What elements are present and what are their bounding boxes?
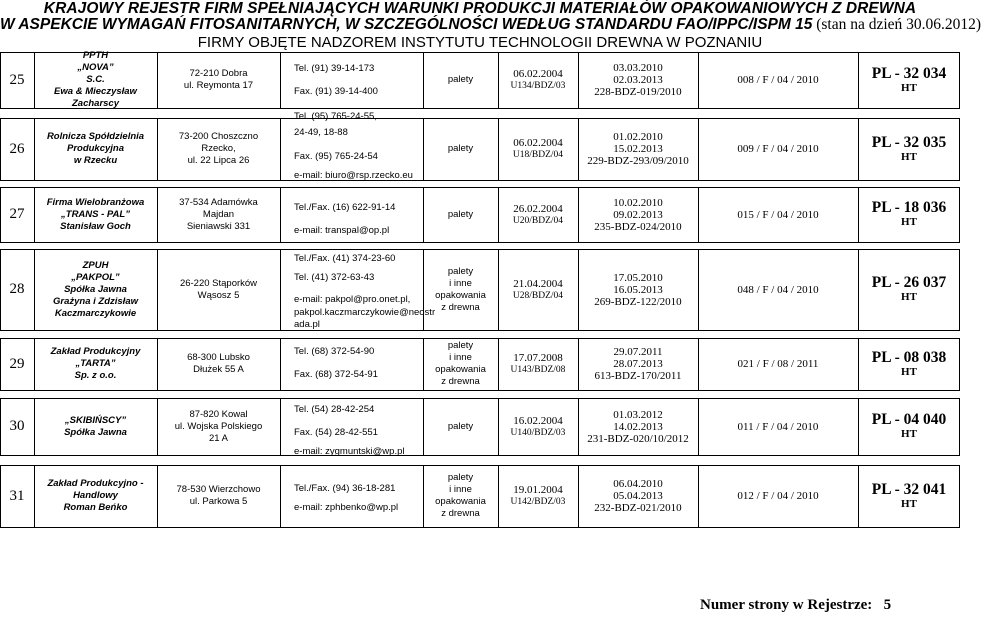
validity-date: 01.02.2010	[613, 131, 663, 143]
address-line: Majdan	[202, 208, 235, 220]
company-name-line: Kaczmarczykowie	[54, 307, 137, 319]
row-border-bottom	[0, 242, 960, 243]
subtitle-date: (stan na dzień 30.06.2012)	[812, 16, 981, 33]
contact-line: Tel. (95) 765-24-55,	[294, 111, 377, 122]
contact-line: pakpol.kaczmarczykowie@neostr	[294, 307, 436, 318]
approval	[498, 52, 578, 108]
company-name-line: Spółka Jawna	[64, 426, 127, 438]
treatment-code: HT	[901, 365, 917, 378]
product-type	[423, 187, 498, 242]
address-line: ul. Wojska Polskiego	[174, 420, 263, 432]
validity-date: 05.04.2013	[613, 490, 663, 502]
company-name-line: Ewa & Mieczysław	[54, 86, 137, 97]
row-number	[0, 465, 34, 527]
product-line: palety	[447, 74, 474, 85]
contact-line: Tel./Fax. (94) 36-18-281	[294, 483, 396, 494]
registration-number	[698, 338, 858, 390]
product-line: z drewna	[441, 508, 480, 519]
cell-border	[280, 338, 281, 391]
company-name-line: „SKIBIŃSCY”	[64, 414, 127, 426]
ispm-mark	[858, 249, 960, 330]
contact-line: Fax. (54) 28-42-551	[294, 427, 378, 438]
contact-line: ada.pl	[294, 319, 320, 330]
row-border-bottom	[0, 108, 960, 109]
cell-border	[280, 465, 281, 528]
contact-line: Tel./Fax. (16) 622-91-14	[294, 202, 396, 213]
registration-number-value: 009 / F / 04 / 2010	[737, 143, 819, 155]
register-subtitle	[0, 16, 981, 34]
cell-border	[280, 187, 281, 243]
company-name-line: „TARTA”	[75, 358, 116, 369]
company-name	[34, 52, 157, 108]
row-border-bottom	[0, 180, 960, 181]
product-line: palety	[447, 472, 474, 483]
row-border-bottom	[0, 527, 960, 528]
company-address	[157, 465, 280, 527]
row-border-bottom	[0, 455, 960, 456]
cell-border	[280, 398, 281, 456]
contact-line: e-mail: zphbenko@wp.pl	[294, 502, 399, 513]
row-number-value: 26	[9, 140, 25, 157]
company-name-line: Spółka Jawna	[64, 283, 127, 295]
approval	[498, 465, 578, 527]
contact-line: Fax. (91) 39-14-400	[294, 86, 378, 97]
product-line: palety	[447, 143, 474, 154]
contact-line: e-mail: zygmuntski@wp.pl	[294, 446, 405, 457]
contact-line: Tel. (91) 39-14-173	[294, 63, 375, 74]
validity-date: 29.07.2011	[613, 346, 663, 358]
row-border-bottom	[0, 330, 960, 331]
address-line: 21 A	[208, 432, 229, 444]
treatment-code: HT	[901, 497, 917, 510]
cell-border	[280, 52, 281, 109]
product-line: palety	[447, 340, 474, 351]
row-number-value: 29	[9, 355, 25, 372]
company-name	[34, 187, 157, 242]
register-supervision-line: FIRMY OBJĘTE NADZOREM INSTYTUTU TECHNOLOGII DREWNA W POZNANIU	[197, 34, 763, 51]
row-number-value: 30	[9, 418, 25, 434]
company-name	[34, 249, 157, 330]
certificate-number: 231-BDZ-020/10/2012	[587, 432, 689, 445]
contact-line: e-mail: pakpol@pro.onet.pl,	[294, 294, 411, 305]
ispm-mark	[858, 398, 960, 455]
treatment-code: HT	[901, 81, 917, 94]
validity-date: 03.03.2010	[613, 62, 663, 74]
product-type	[423, 398, 498, 455]
treatment-code: HT	[901, 216, 917, 228]
certificate-number: 235-BDZ-024/2010	[594, 220, 682, 233]
approval-date: 19.01.2004	[513, 484, 563, 496]
address-line: 73-200 Choszczno	[178, 131, 259, 142]
company-name-line: w Rzecku	[73, 155, 118, 166]
certificate-number: 229-BDZ-293/09/2010	[587, 155, 689, 167]
validity-date: 16.05.2013	[613, 283, 663, 296]
row-number	[0, 52, 34, 108]
product-line: i inne opakowania	[435, 484, 486, 507]
approval	[498, 249, 578, 330]
approval-date: 26.02.2004	[513, 202, 563, 215]
company-name-line: „NOVA”	[77, 62, 114, 73]
approval	[498, 398, 578, 455]
validity-date: 02.03.2013	[613, 74, 663, 86]
company-address	[157, 52, 280, 108]
row-number	[0, 187, 34, 242]
register-title: KRAJOWY REJESTR FIRM SPEŁNIAJĄCYCH WARUNKI PRODUKCJI MATERIAŁÓW OPAKOWANIOWYCH Z DREWNA	[43, 0, 917, 17]
address-line: 37-534 Adamówka	[179, 196, 258, 208]
address-line: Sieniawski 331	[186, 220, 251, 232]
address-line: ul. Reymonta 17	[183, 80, 254, 91]
company-name-line: Handlowy	[73, 490, 118, 501]
mark-code: PL - 32 041	[871, 480, 947, 498]
approval	[498, 338, 578, 390]
row-number-value: 27	[9, 206, 25, 222]
validity-date: 09.02.2013	[613, 208, 663, 221]
validity-date: 14.02.2013	[613, 420, 663, 433]
registration-number	[698, 52, 858, 108]
product-line: z drewna	[441, 376, 480, 387]
address-line: 87-820 Kowal	[189, 408, 248, 420]
page-number-label: Numer strony w Rejestrze:	[700, 597, 873, 613]
company-name-line: PPTH	[82, 50, 109, 61]
validity-date: 17.05.2010	[613, 271, 663, 284]
subtitle-main: W ASPEKCIE WYMAGAŃ FITOSANITARNYCH, W SZCZEGÓLNOŚCI WEDŁUG STANDARDU FAO/IPPC/ISPM 15	[0, 16, 813, 33]
company-name-line: S.C.	[86, 74, 105, 85]
ispm-mark	[858, 118, 960, 180]
address-line: 78-530 Wierzchowo	[176, 484, 261, 495]
contact-line: Fax. (68) 372-54-91	[294, 369, 378, 380]
validity-date: 15.02.2013	[613, 143, 663, 155]
contact-line: Fax. (95) 765-24-54	[294, 151, 378, 162]
approval-date: 21.04.2004	[513, 277, 563, 290]
registration-number-value: 008 / F / 04 / 2010	[737, 74, 819, 86]
mark-code: PL - 08 038	[871, 348, 947, 366]
treatment-code: HT	[901, 150, 917, 163]
company-name-line: „TRANS - PAL”	[61, 208, 130, 220]
row-number	[0, 118, 34, 180]
registration-number	[698, 249, 858, 330]
contact-line: Tel. (41) 372-63-43	[294, 272, 375, 283]
product-line: i inne opakowania	[435, 277, 486, 301]
product-type	[423, 249, 498, 330]
row-number	[0, 249, 34, 330]
contact-line: Tel./Fax. (41) 374-23-60	[294, 253, 396, 264]
row-number	[0, 338, 34, 390]
company-address	[157, 249, 280, 330]
certificate-number: 269-BDZ-122/2010	[594, 295, 682, 308]
address-line: 26-220 Stąporków	[179, 277, 258, 289]
row-number-value: 31	[9, 487, 25, 504]
validity-date: 10.02.2010	[613, 196, 663, 209]
approval-number: U143/BDZ/08	[510, 365, 566, 375]
mark-code: PL - 18 036	[871, 199, 947, 216]
row-border-bottom	[0, 390, 960, 391]
company-name	[34, 118, 157, 180]
product-line: palety	[447, 208, 474, 220]
company-address	[157, 338, 280, 390]
contact-line: e-mail: biuro@rsp.rzecko.eu	[294, 170, 413, 181]
approval-number: U134/BDZ/03	[510, 81, 566, 91]
certificate-validity	[578, 398, 698, 455]
approval-date: 16.02.2004	[513, 414, 563, 427]
company-name	[34, 338, 157, 390]
contact-line: 24-49, 18-88	[294, 127, 348, 138]
approval-number: U142/BDZ/03	[510, 497, 566, 507]
company-address	[157, 398, 280, 455]
product-line: palety	[447, 265, 474, 277]
ispm-mark	[858, 187, 960, 242]
mark-code: PL - 04 040	[871, 411, 947, 428]
product-line: i inne opakowania	[435, 352, 486, 375]
ispm-mark	[858, 52, 960, 108]
registration-number	[698, 187, 858, 242]
contact-line: Tel. (54) 28-42-254	[294, 404, 375, 415]
company-name-line: Grażyna i Zdzisław	[53, 295, 138, 307]
certificate-validity	[578, 187, 698, 242]
validity-date: 06.04.2010	[613, 478, 663, 490]
registration-number-value: 012 / F / 04 / 2010	[737, 490, 819, 502]
company-name	[34, 465, 157, 527]
certificate-validity	[578, 118, 698, 180]
certificate-validity	[578, 338, 698, 390]
approval-date: 06.02.2004	[513, 137, 563, 149]
company-address	[157, 118, 280, 180]
approval-date: 06.02.2004	[513, 68, 563, 80]
certificate-number: 228-BDZ-019/2010	[594, 86, 682, 98]
product-type	[423, 52, 498, 108]
contact-line: Tel. (68) 372-54-90	[294, 346, 375, 357]
approval-date: 17.07.2008	[513, 352, 563, 364]
registration-number-value: 015 / F / 04 / 2010	[737, 208, 819, 221]
address-line: ul. 22 Lipca 26	[187, 155, 250, 166]
company-name-line: Zacharscy	[71, 98, 119, 109]
product-type	[423, 465, 498, 527]
address-line: Dłużek 55 A	[193, 364, 244, 375]
ispm-mark	[858, 465, 960, 527]
registration-number-value: 048 / F / 04 / 2010	[737, 283, 819, 296]
product-type	[423, 118, 498, 180]
company-name-line: Stanisław Goch	[60, 220, 131, 232]
row-number-value: 25	[9, 71, 25, 88]
approval-number: U20/BDZ/04	[512, 215, 564, 226]
certificate-number: 232-BDZ-021/2010	[594, 502, 682, 514]
company-name-line: Rolnicza Spółdzielnia	[46, 131, 145, 142]
mark-code: PL - 32 034	[871, 64, 947, 82]
registration-number	[698, 118, 858, 180]
mark-code: PL - 26 037	[871, 274, 947, 291]
company-name-line: Firma Wielobranżowa	[46, 196, 145, 208]
certificate-validity	[578, 465, 698, 527]
page-number-footer	[700, 597, 891, 614]
company-name-line: Produkcyjna	[66, 143, 125, 154]
product-type	[423, 338, 498, 390]
contact-line: e-mail: transpal@op.pl	[294, 225, 390, 236]
registration-number	[698, 465, 858, 527]
product-line: z drewna	[441, 301, 480, 313]
treatment-code: HT	[901, 428, 917, 440]
company-name-line: Zakład Produkcyjno -	[47, 478, 144, 489]
approval-number: U28/BDZ/04	[512, 290, 564, 301]
page-number-value: 5	[883, 597, 892, 613]
validity-date: 01.03.2012	[613, 408, 663, 421]
ispm-mark	[858, 338, 960, 390]
address-line: 72-210 Dobra	[189, 68, 248, 79]
company-name-line: ZPUH	[82, 259, 109, 271]
validity-date: 28.07.2013	[613, 358, 663, 370]
address-line: 68-300 Lubsko	[187, 352, 250, 363]
company-name	[34, 398, 157, 455]
approval-number: U18/BDZ/04	[512, 150, 564, 160]
company-name-line: Sp. z o.o.	[74, 370, 117, 381]
company-name-line: Roman Beńko	[63, 502, 128, 513]
approval-number: U140/BDZ/03	[510, 427, 566, 438]
mark-code: PL - 32 035	[871, 133, 947, 151]
company-name-line: „PAKPOL”	[71, 271, 120, 283]
registration-number-value: 011 / F / 04 / 2010	[737, 420, 819, 433]
address-line: ul. Parkowa 5	[189, 496, 248, 507]
approval	[498, 118, 578, 180]
address-line: Rzecko,	[201, 143, 236, 154]
company-name-line: Zakład Produkcyjny	[50, 346, 141, 357]
row-number-value: 28	[9, 281, 25, 297]
registration-number	[698, 398, 858, 455]
address-line: Wąsosz 5	[197, 289, 240, 301]
certificate-validity	[578, 52, 698, 108]
row-number	[0, 398, 34, 455]
treatment-code: HT	[901, 291, 917, 303]
approval	[498, 187, 578, 242]
certificate-number: 613-BDZ-170/2011	[594, 370, 682, 382]
cell-border	[280, 118, 281, 181]
company-address	[157, 187, 280, 242]
cell-border	[280, 249, 281, 331]
product-line: palety	[447, 420, 474, 432]
registration-number-value: 021 / F / 08 / 2011	[737, 358, 819, 370]
certificate-validity	[578, 249, 698, 330]
